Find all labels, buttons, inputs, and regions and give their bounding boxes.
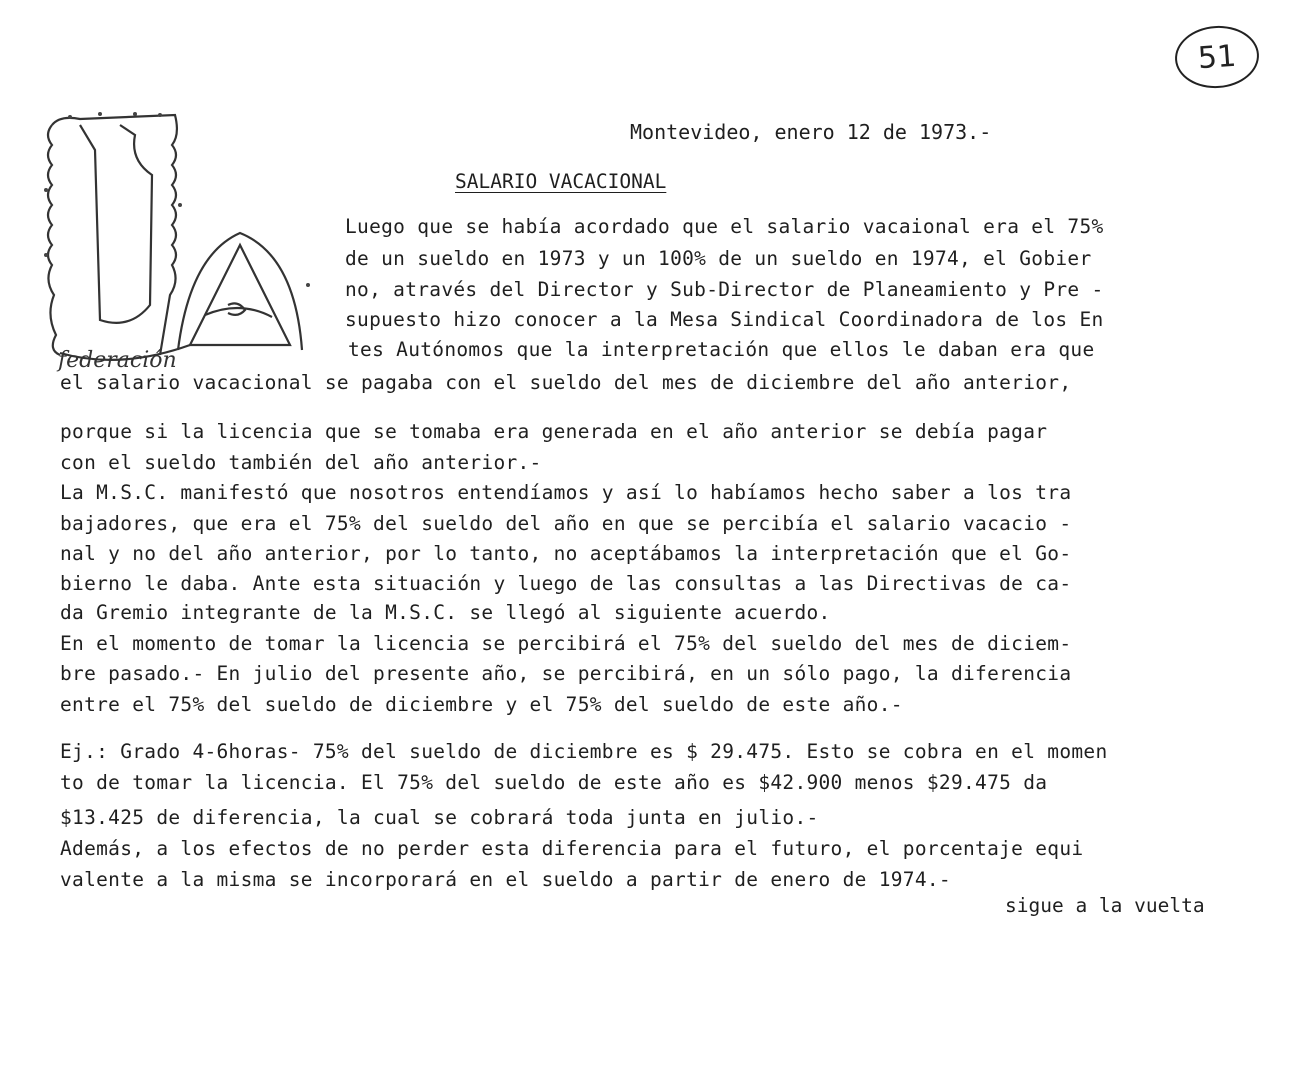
body-line: Luego que se había acordado que el salario vacaional era el 75% (345, 215, 1104, 238)
body-line: de un sueldo en 1973 y un 100% de un sueldo en 1974, el Gobier (345, 247, 1092, 270)
body-line: Ej.: Grado 4-6horas- 75% del sueldo de diciembre es $ 29.475. Esto se cobra en el momen (60, 740, 1108, 763)
body-line: supuesto hizo conocer a la Mesa Sindical Coordinadora de los En (345, 308, 1104, 331)
document-title: SALARIO VACACIONAL (455, 170, 667, 193)
body-line: bajadores, que era el 75% del sueldo del año en que se percibía el salario vacacio - (60, 512, 1072, 535)
body-line: con el sueldo también del año anterior.- (60, 451, 542, 474)
body-line: entre el 75% del sueldo de diciembre y el 75% del sueldo de este año.- (60, 693, 903, 716)
body-line: nal y no del año anterior, por lo tanto, no aceptábamos la interpretación que el Go- (60, 542, 1072, 565)
body-line: to de tomar la licencia. El 75% del sueldo de este año es $42.900 menos $29.475 da (60, 771, 1048, 794)
body-line: tes Autónomos que la interpretación que ellos le daban era que (348, 338, 1095, 361)
body-line: no, através del Director y Sub-Director de Planeamiento y Pre - (345, 278, 1104, 301)
continued-note: sigue a la vuelta (1005, 894, 1205, 917)
body-line: bierno le daba. Ante esta situación y luego de las consultas a las Directivas de ca- (60, 572, 1072, 595)
logo-text: federación (58, 348, 177, 373)
body-line: da Gremio integrante de la M.S.C. se llegó al siguiente acuerdo. (60, 601, 831, 624)
body-line: $13.425 de diferencia, la cual se cobrará toda junta en julio.- (60, 806, 819, 829)
body-line: En el momento de tomar la licencia se percibirá el 75% del sueldo del mes de diciem- (60, 632, 1072, 655)
body-line: bre pasado.- En julio del presente año, se percibirá, en un sólo pago, la diferencia (60, 662, 1072, 685)
body-line: el salario vacacional se pagaba con el sueldo del mes de diciembre del año anterior, (60, 371, 1072, 394)
body-line: valente a la misma se incorporará en el sueldo a partir de enero de 1974.- (60, 868, 951, 891)
body-line: La M.S.C. manifestó que nosotros entendíamos y así lo habíamos hecho saber a los tra (60, 481, 1072, 504)
federation-logo (40, 105, 325, 385)
body-line: porque si la licencia que se tomaba era generada en el año anterior se debía pagar (60, 420, 1048, 443)
date-line: Montevideo, enero 12 de 1973.- (630, 120, 992, 144)
page-number: 51 (1173, 23, 1261, 91)
body-line: Además, a los efectos de no perder esta diferencia para el futuro, el porcentaje equi (60, 837, 1084, 860)
